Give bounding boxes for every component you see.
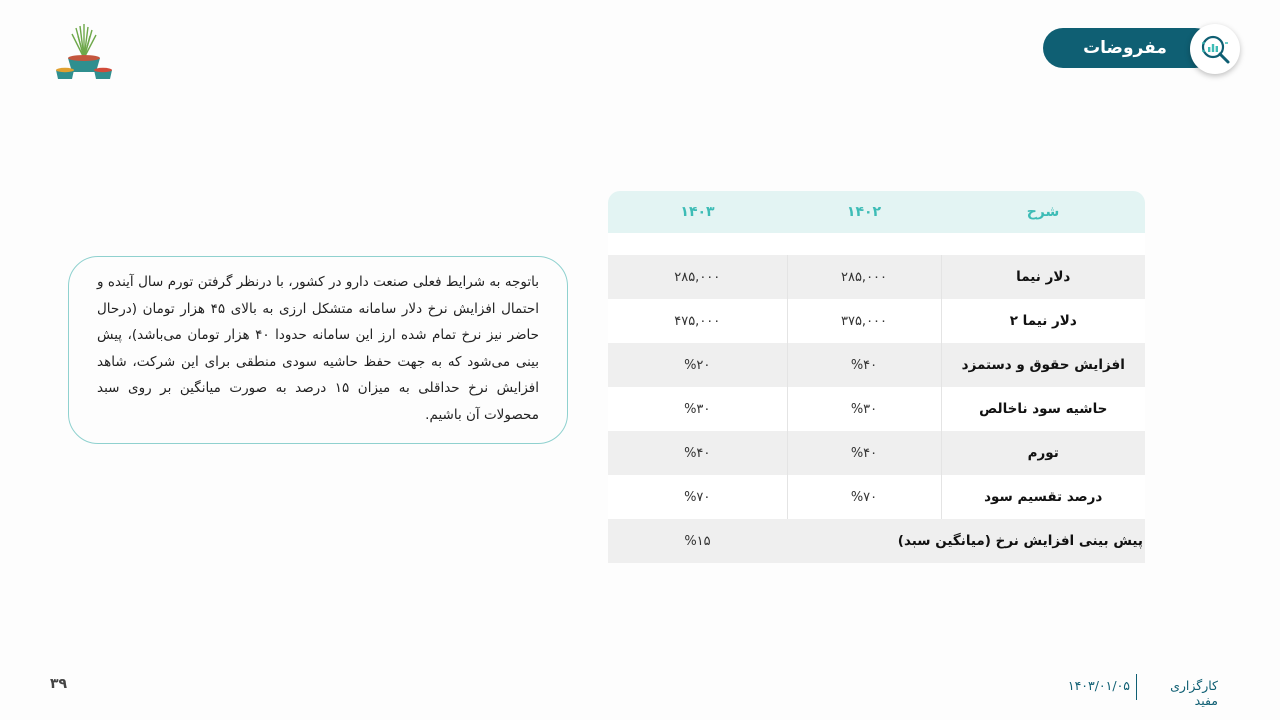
row-1403: %۷۰ [608,475,787,519]
table-row [608,475,1145,519]
forecast-desc: پیش بینی افزایش نرخ (میانگین سبد) [787,519,1145,563]
row-1402: %۷۰ [787,475,941,519]
header-desc: شرح [941,191,1145,233]
search-chart-icon [1190,24,1240,74]
row-1402: %۳۰ [787,387,941,431]
table-row [608,431,1145,475]
row-desc: افزایش حقوق و دستمزد [941,343,1145,387]
description-box [68,256,568,444]
row-1402: ۲۸۵,۰۰۰ [787,255,941,299]
row-1403: %۴۰ [608,431,787,475]
row-desc: تورم [941,431,1145,475]
forecast-row [608,519,1145,563]
footer-brand: کارگزاری مفید [1170,678,1218,708]
footer-date: ۱۴۰۳/۰۱/۰۵ [1067,678,1130,693]
table-row [608,343,1145,387]
row-1403: ۲۸۵,۰۰۰ [608,255,787,299]
row-desc: درصد تقسیم سود [941,475,1145,519]
table-row [608,387,1145,431]
forecast-1403: %۱۵ [608,519,787,563]
assumptions-table [608,191,1145,563]
row-1402: ۳۷۵,۰۰۰ [787,299,941,343]
table-header-row [608,191,1145,233]
table-row [608,299,1145,343]
row-1403: %۲۰ [608,343,787,387]
description-paragraph: باتوجه به شرایط فعلی صنعت دارو در کشور، با درنظر گرفتن تورم سال آینده و احتمال افزایش نرخ دلار سامانه متشکل ارزی به بالای ۴۵ هزار تومان (درحال حاضر نیز نرخ تمام شده ارز این سامانه حدودا ۴۰ هزار تومان می‌باشد)، پیش بینی می‌شود که به جهت حفظ حاشیه سودی منطقی برای این شرکت، شاهد افزایش نرخ حداقلی به میزان ۱۵ درصد به صورت میانگین بر روی سبد محصولات آن باشیم. [97,274,539,423]
table-spacer-row [608,233,1145,255]
row-1402: %۴۰ [787,431,941,475]
page-number: ۳۹ [50,676,68,692]
footer-divider [1136,674,1137,700]
row-desc: دلار نیما [941,255,1145,299]
row-1402: %۴۰ [787,343,941,387]
row-1403: ۴۷۵,۰۰۰ [608,299,787,343]
row-1403: %۳۰ [608,387,787,431]
row-desc: دلار نیما ۲ [941,299,1145,343]
table-row [608,255,1145,299]
header-1403: ۱۴۰۳ [608,191,787,233]
page-title: مفروضات [1083,38,1167,58]
row-desc: حاشیه سود ناخالص [941,387,1145,431]
sabzeh-logo-icon [52,24,116,84]
header-1402: ۱۴۰۲ [787,191,941,233]
